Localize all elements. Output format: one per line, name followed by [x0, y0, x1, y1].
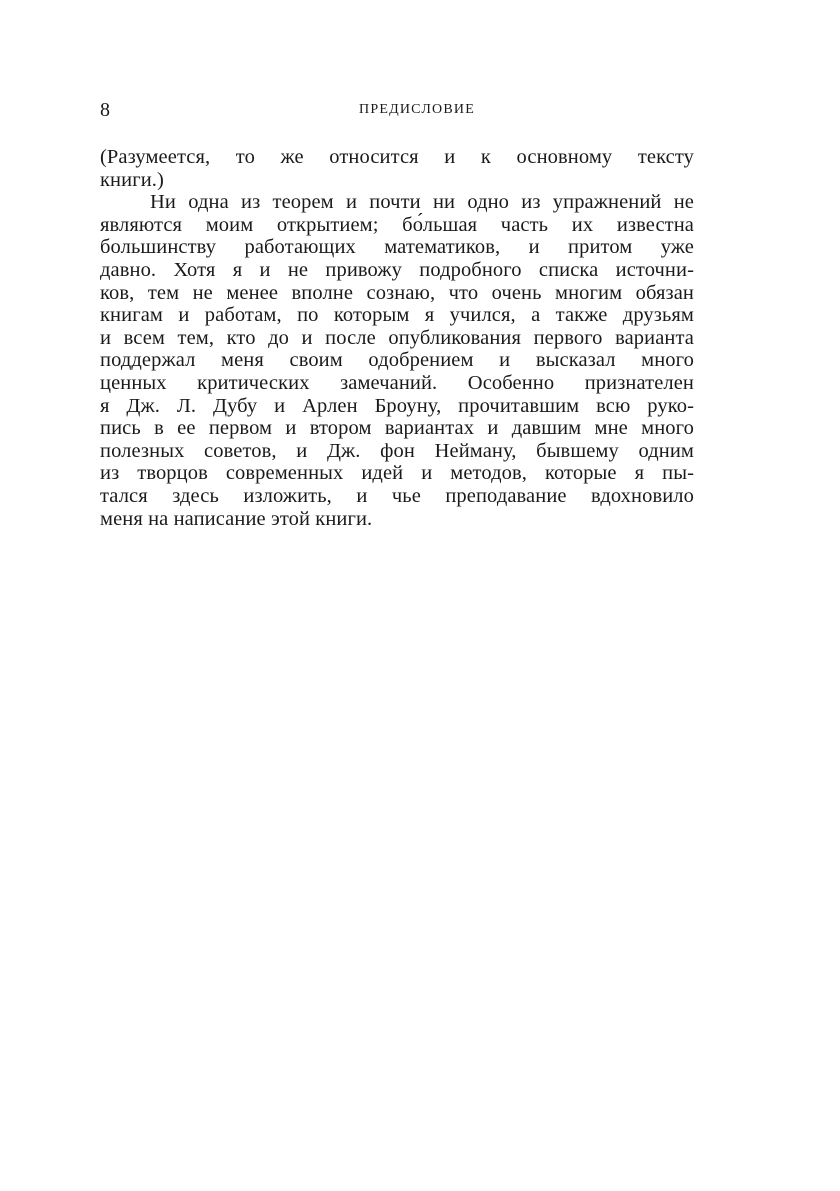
text-line: книги.): [100, 168, 164, 191]
text-line: большинству работающих математиков, и притом уже: [100, 236, 694, 259]
text-line: и всем тем, кто до и после опубликования первого варианта: [100, 326, 694, 349]
text-line: книгам и работам, по которым я учился, а также друзьям: [100, 304, 694, 327]
text-line: (Разумеется, то же относится и к основному тексту: [100, 146, 694, 168]
text-line: давно. Хотя я и не привожу подробного списка источни-: [100, 258, 694, 281]
text-line: я Дж. Л. Дубу и Арлен Броуну, прочитавшим всю руко-: [100, 394, 694, 417]
text-line: из творцов современных идей и методов, которые я пы-: [100, 462, 694, 485]
text-line: тался здесь изложить, и чье преподавание вдохновило: [100, 484, 694, 507]
section-title: ПРЕДИСЛОВИЕ: [359, 102, 475, 117]
text-line: ков, тем не менее вполне сознаю, что очень многим обязан: [100, 281, 694, 304]
body-text: [100, 146, 694, 530]
text-line: полезных советов, и Дж. фон Нейману, бывшему одним: [100, 439, 694, 462]
text-line: являются моим открытием; бо́льшая часть их известна: [100, 213, 694, 236]
text-line: Ни одна из теорем и почти ни одно из упражнений не: [150, 191, 694, 214]
running-head: [100, 98, 694, 122]
text-line: поддержал меня своим одобрением и высказал много: [100, 349, 694, 372]
paragraph-continuation: [100, 146, 694, 191]
text-line: ценных критических замечаний. Особенно признателен: [100, 371, 694, 394]
text-line: меня на написание этой книги.: [100, 507, 373, 530]
page-number: 8: [100, 99, 110, 121]
paragraph-acknowledgements: [100, 191, 694, 530]
text-line: пись в ее первом и втором вариантах и давшим мне много: [100, 417, 694, 440]
